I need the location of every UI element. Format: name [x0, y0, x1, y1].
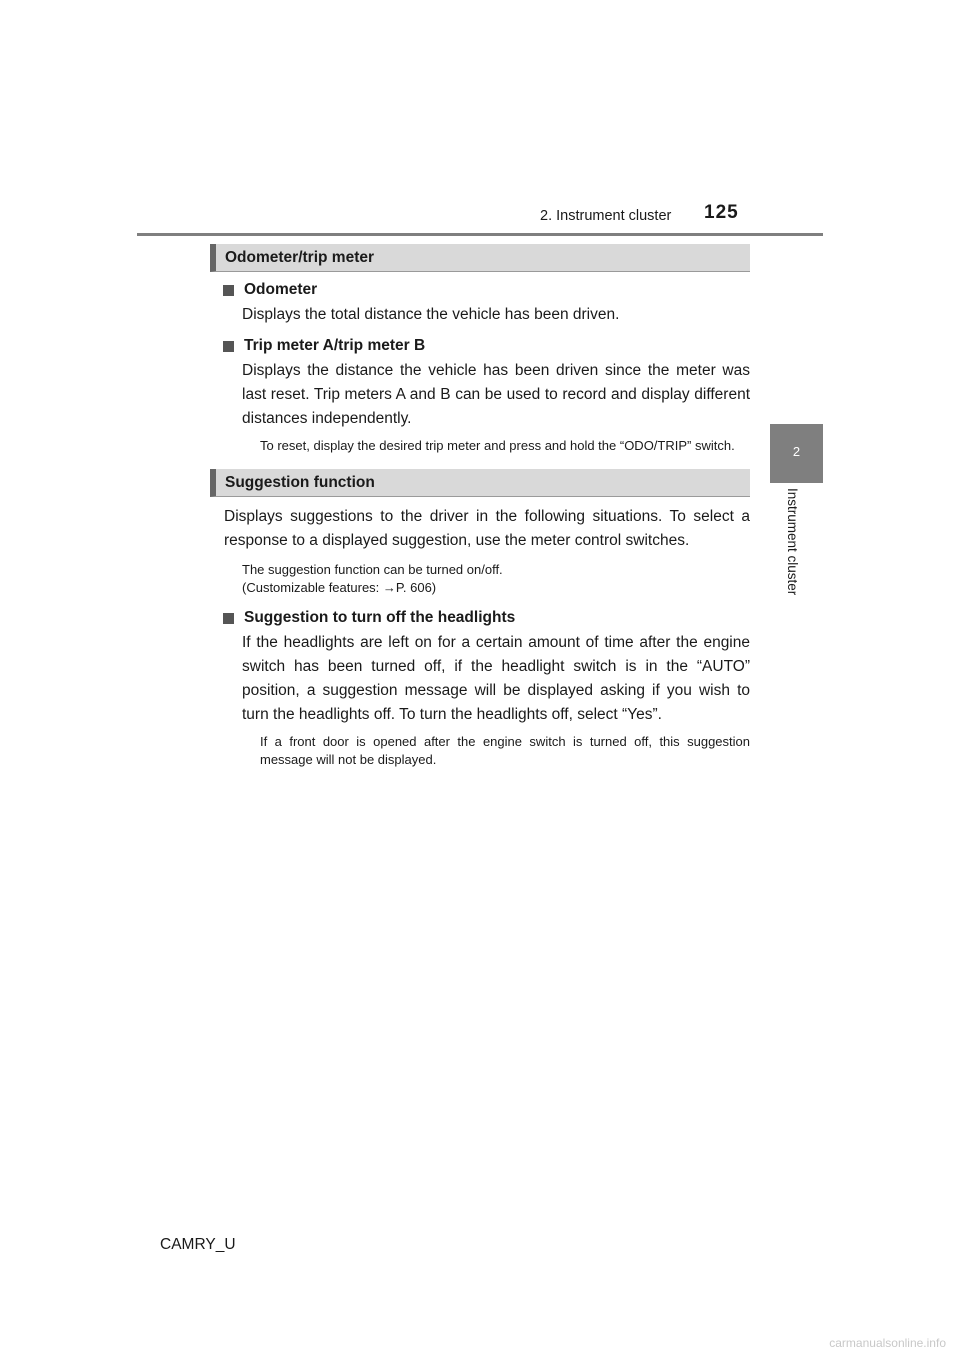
chapter-label: Instrument cluster: [785, 488, 800, 596]
header-section-title: 2. Instrument cluster: [540, 208, 672, 224]
item-title-text: Odometer: [244, 281, 318, 298]
page-number: 125: [704, 202, 739, 223]
suggestion-note-line2: (Customizable features: →P. 606): [242, 580, 437, 595]
item-body-headlights: If the headlights are left on for a certain amount of time after the engine switch has been turned off, if the headlight switch is in the “AUTO” position, a suggestion message will be displayed asking if you wish to turn the headlights off. To turn the headlights off, select “Yes”.: [242, 634, 750, 723]
chapter-number: 2: [792, 444, 801, 459]
section-heading-odometer: Odometer/trip meter: [210, 244, 750, 272]
item-title-headlights: [223, 609, 750, 627]
chapter-tab: [770, 424, 823, 483]
suggestion-note-line1: The suggestion function can be turned on/off.: [242, 562, 503, 577]
watermark: carmanualsonline.info: [829, 1336, 946, 1350]
page-header: [0, 0, 960, 240]
item-title-text: Suggestion to turn off the headlights: [244, 609, 516, 626]
item-title-text: Trip meter A/trip meter B: [244, 337, 426, 354]
section-heading-suggestion: Suggestion function: [210, 469, 750, 497]
suggestion-intro: Displays suggestions to the driver in the following situations. To select a response to a displayed suggestion, use the meter control switches.: [224, 508, 750, 549]
note-trip-reset: To reset, display the desired trip meter and press and hold the “ODO/TRIP” switch.: [260, 438, 735, 453]
footer-model-code: CAMRY_U: [160, 1236, 236, 1253]
item-title-odometer: [223, 281, 750, 299]
suggestion-note: [242, 561, 750, 597]
item-body-odometer: Displays the total distance the vehicle has been driven.: [242, 306, 620, 323]
square-bullet-icon: [223, 613, 234, 624]
item-title-trip-meter: [223, 337, 750, 355]
note-front-door: If a front door is opened after the engine switch is turned off, this suggestion message will not be displayed.: [260, 734, 750, 767]
square-bullet-icon: [223, 341, 234, 352]
header-divider: [137, 233, 823, 236]
page-content: [210, 244, 750, 769]
item-body-trip-meter: Displays the distance the vehicle has been driven since the meter was last reset. Trip meters A and B can be used to record and display different distances independently.: [242, 362, 750, 427]
square-bullet-icon: [223, 285, 234, 296]
